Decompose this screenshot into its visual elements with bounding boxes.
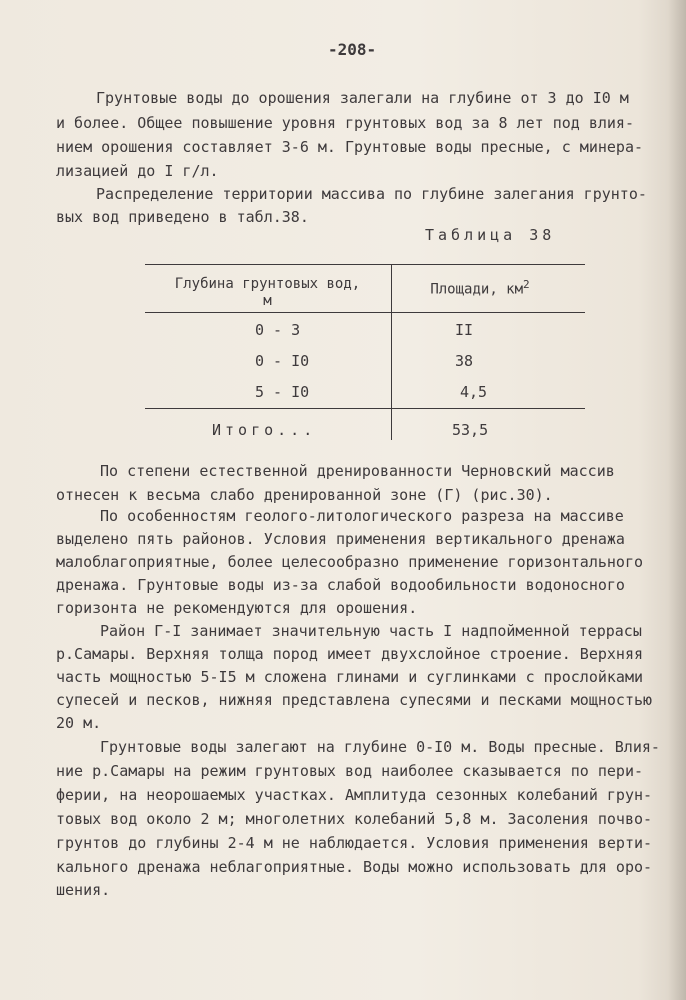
table-column-divider bbox=[391, 264, 392, 440]
text-line: супесей и песков, нижняя представлена супесями и песками мощностью bbox=[56, 691, 653, 709]
text-line: шения. bbox=[56, 881, 111, 899]
text-line: Распределение территории массива по глубине залегания грунто- bbox=[96, 185, 647, 203]
text-line: По особенностям геолого-литологического разреза на массиве bbox=[100, 507, 624, 525]
text-line: дренажа. Грунтовые воды из-за слабой водообильности водоносного bbox=[56, 576, 625, 594]
table-header-depth bbox=[150, 276, 385, 310]
table-row-area: II bbox=[455, 321, 474, 339]
table-row-depth: 0 - 3 bbox=[255, 321, 301, 339]
table-row-depth: 5 - I0 bbox=[255, 383, 310, 401]
page-number: -208- bbox=[328, 40, 377, 59]
table-total-label: Итого... bbox=[212, 421, 317, 439]
table-row-area: 38 bbox=[455, 352, 474, 370]
text-line: 20 м. bbox=[56, 714, 102, 732]
table-header-area-sup: 2 bbox=[523, 278, 530, 291]
table-header-depth-line1: Глубина грунтовых вод, bbox=[174, 276, 361, 292]
text-line: и более. Общее повышение уровня грунтовых вод за 8 лет под влия- bbox=[56, 114, 634, 132]
table-header-rule bbox=[145, 312, 585, 313]
page-edge-shadow bbox=[668, 0, 686, 1000]
table-total-rule bbox=[145, 408, 585, 409]
table-total-value: 53,5 bbox=[452, 421, 489, 439]
table-header-depth-unit: м bbox=[263, 293, 272, 309]
text-line: нием орошения составляет 3-6 м. Грунтовые воды пресные, с минера- bbox=[56, 138, 643, 156]
table-title: Таблица 38 bbox=[425, 226, 556, 244]
text-line: отнесен к весьма слабо дренированной зоне (Г) (рис.30). bbox=[56, 486, 553, 504]
text-line: Грунтовые воды залегают на глубине 0-I0 м. Воды пресные. Влия- bbox=[100, 738, 660, 756]
text-line: лизацией до I г/л. bbox=[56, 162, 219, 180]
text-line: часть мощностью 5-I5 м сложена глинами и суглинками с прослойками bbox=[56, 668, 643, 686]
table-header-area-label: Площади, км bbox=[430, 281, 524, 298]
text-line: кального дренажа неблагоприятные. Воды можно использовать для оро- bbox=[56, 858, 653, 876]
text-line: грунтов до глубины 2-4 м не наблюдается. Условия применения верти- bbox=[56, 834, 653, 852]
text-line: выделено пять районов. Условия применения вертикального дренажа bbox=[56, 530, 625, 548]
text-line: малоблагоприятные, более целесообразно применение горизонтального bbox=[56, 553, 643, 571]
text-line: горизонта не рекомендуются для орошения. bbox=[56, 599, 418, 617]
table-header-area bbox=[395, 276, 565, 299]
text-line: Район Г-I занимает значительную часть I надпойменной террасы bbox=[100, 622, 642, 640]
text-line: ние р.Самары на режим грунтовых вод наиболее сказывается по пери- bbox=[56, 762, 643, 780]
text-line: По степени естественной дренированности Черновский массив bbox=[100, 462, 615, 480]
text-line: Грунтовые воды до орошения залегали на глубине от 3 до I0 м bbox=[96, 89, 629, 107]
table-row-depth: 0 - I0 bbox=[255, 352, 310, 370]
table-top-rule bbox=[145, 264, 585, 265]
text-line: товых вод около 2 м; многолетних колебаний 5,8 м. Засоления почво- bbox=[56, 810, 653, 828]
table-row-area: 4,5 bbox=[460, 383, 488, 401]
text-line: ферии, на неорошаемых участках. Амплитуда сезонных колебаний грун- bbox=[56, 786, 653, 804]
text-line: р.Самары. Верхняя толща пород имеет двухслойное строение. Верхняя bbox=[56, 645, 643, 663]
text-line: вых вод приведено в табл.38. bbox=[56, 208, 309, 226]
